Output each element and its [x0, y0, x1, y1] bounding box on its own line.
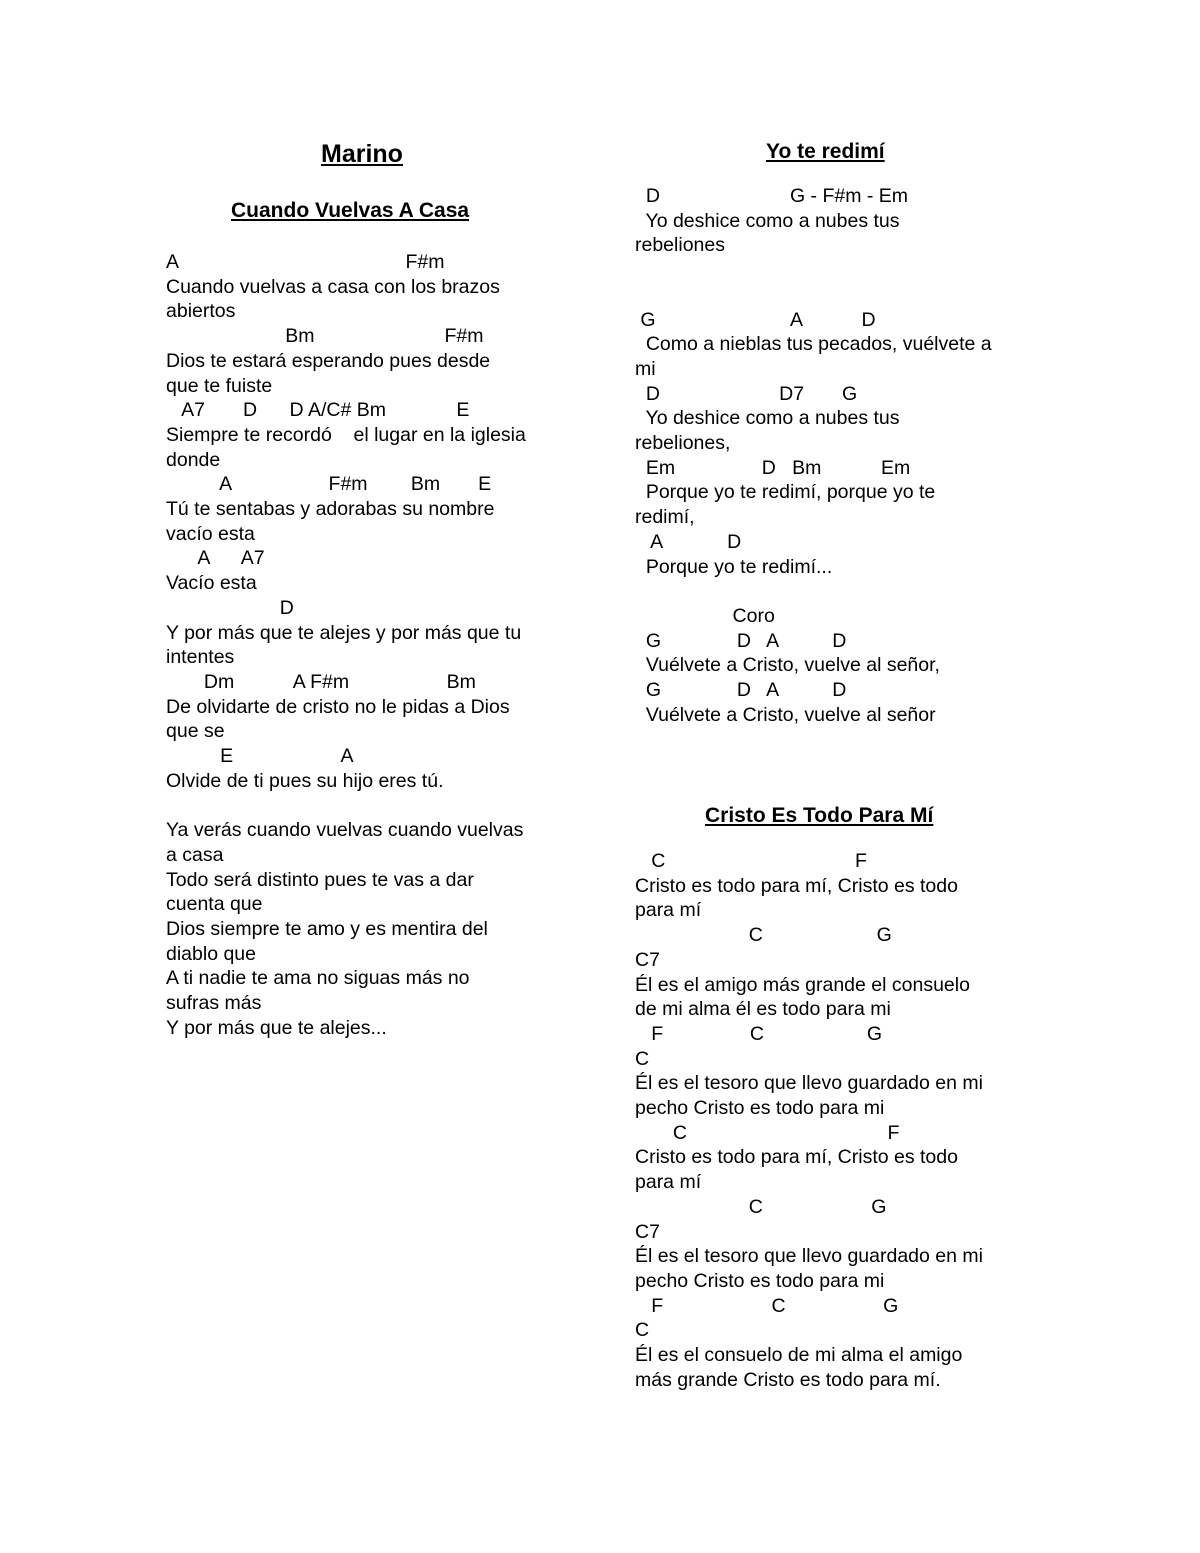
lyric-line: A ti nadie te ama no siguas más no — [166, 967, 470, 990]
lyric-line: Ya verás cuando vuelvas cuando vuelvas — [166, 819, 524, 842]
lyric-line: Em D Bm Em — [635, 456, 911, 479]
lyric-line: que te fuiste — [166, 374, 273, 397]
lyric-line: A F#m Bm E — [166, 473, 492, 496]
lyric-line: C7 — [635, 1220, 660, 1243]
lyric-line: que se — [166, 720, 225, 743]
lyric-line: Vuélvete a Cristo, vuelve al señor, — [635, 654, 940, 677]
lyric-line: Él es el tesoro que llevo guardado en mi — [635, 1245, 983, 1268]
lyric-line: Como a nieblas tus pecados, vuélvete a — [635, 333, 992, 356]
lyric-line: redimí, — [635, 506, 695, 529]
lyric-line: Yo deshice como a nubes tus — [635, 407, 900, 430]
lyric-line: Bm F#m — [166, 325, 484, 348]
lyric-line: A A7 — [166, 547, 265, 570]
lyric-line: C — [635, 1047, 650, 1070]
lyric-line: Siempre te recordó el lugar en la iglesia — [166, 423, 526, 446]
lyric-line: C G — [635, 1195, 887, 1218]
lyric-line: De olvidarte de cristo no le pidas a Dios — [166, 695, 510, 718]
lyric-line: mi — [635, 357, 656, 380]
lyric-line: para mí — [635, 899, 702, 922]
lyric-line: Cristo es todo para mí, Cristo es todo — [635, 874, 958, 897]
lyric-line: C G — [635, 924, 892, 947]
song-title-cristo-es-todo: Cristo Es Todo Para Mí — [705, 804, 934, 827]
lyric-line: D D7 G — [635, 382, 858, 405]
lyric-line: F C G — [635, 1022, 883, 1045]
lyric-line: A7 D D A/C# Bm E — [166, 399, 470, 422]
lyric-line: a casa — [166, 843, 224, 866]
lyric-line: E A — [166, 745, 354, 767]
lyric-line: pecho Cristo es todo para mi — [635, 1097, 885, 1119]
lyric-line: Vacío esta — [166, 572, 257, 595]
lyric-line: rebeliones, — [635, 432, 731, 454]
lyric-line: Dios te estará esperando pues desde — [166, 349, 491, 372]
lyric-line: A D — [635, 530, 742, 553]
document-title: Marino — [321, 140, 403, 168]
lyric-line: Yo deshice como a nubes tus — [635, 209, 900, 232]
lyric-line: Porque yo te redimí, porque yo te — [635, 481, 936, 504]
lyric-line: Y por más que te alejes... — [166, 1016, 387, 1039]
lyric-line: Todo será distinto pues te vas a dar — [166, 868, 474, 891]
lyric-line: Él es el consuelo de mi alma el amigo — [635, 1344, 963, 1366]
lyric-line: D G - F#m - Em — [635, 185, 909, 207]
lyric-line: D — [166, 596, 294, 619]
lyric-line: C F — [635, 850, 867, 872]
lyric-line: G A D — [635, 308, 876, 331]
lyric-line: pecho Cristo es todo para mi — [635, 1269, 885, 1292]
lyric-line: Coro — [635, 604, 775, 627]
lyric-line: C — [635, 1319, 650, 1342]
lyric-line: de mi alma él es todo para mi — [635, 998, 891, 1021]
lyric-line: intentes — [166, 646, 235, 669]
lyric-line: C F — [635, 1121, 900, 1144]
song-title-cuando-vuelvas: Cuando Vuelvas A Casa — [231, 199, 470, 222]
lyric-line: Y por más que te alejes y por más que tu — [166, 621, 522, 644]
lyric-line: Olvide de ti pues su hijo eres tú. — [166, 769, 444, 792]
lyric-line: Dm A F#m Bm — [166, 670, 476, 693]
lyric-line: Tú te sentabas y adorabas su nombre — [166, 498, 495, 520]
lyric-line: diablo que — [166, 942, 256, 965]
lyric-line: A F#m — [166, 251, 445, 273]
lyric-line: Cuando vuelvas a casa con los brazos — [166, 275, 500, 298]
lyric-line: F C G — [635, 1294, 899, 1317]
lyric-line: para mí — [635, 1171, 702, 1194]
lyric-line: C7 — [635, 948, 660, 971]
lyric-line: Cristo es todo para mí, Cristo es todo — [635, 1146, 958, 1169]
lyric-line: cuenta que — [166, 893, 263, 916]
lyric-line: Dios siempre te amo y es mentira del — [166, 917, 488, 940]
lyric-line: donde — [166, 448, 221, 471]
lyric-line: G D A D — [635, 629, 847, 652]
lyric-line: Vuélvete a Cristo, vuelve al señor — [635, 703, 936, 726]
lyric-line: G D A D — [635, 679, 847, 701]
lyric-line: vacío esta — [166, 522, 255, 545]
song-title-yo-te-redimi: Yo te redimí — [766, 140, 885, 163]
lyric-line: rebeliones — [635, 234, 725, 257]
lyric-line: sufras más — [166, 992, 262, 1014]
lyric-line: Él es el tesoro que llevo guardado en mi — [635, 1072, 983, 1095]
lyric-line: Él es el amigo más grande el consuelo — [635, 973, 970, 996]
lyric-line: Porque yo te redimí... — [635, 555, 833, 578]
lyric-line: abiertos — [166, 300, 236, 323]
lyric-line: más grande Cristo es todo para mí. — [635, 1368, 941, 1391]
